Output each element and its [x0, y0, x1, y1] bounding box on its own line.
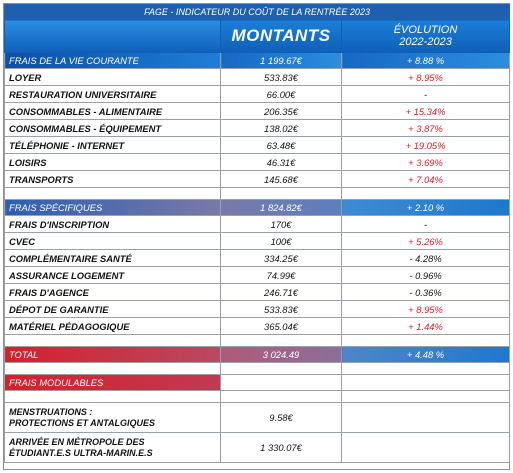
total-amount: 3 024.49: [221, 347, 342, 363]
section-modulables: [5, 375, 510, 391]
row-label: MATÉRIEL PÉDAGOGIQUE: [5, 318, 221, 335]
section-label: FRAIS MODULABLES: [5, 375, 221, 391]
row-evolution: + 8.95%: [342, 69, 510, 86]
row-label: [5, 403, 221, 433]
row-amount: 9.58€: [221, 403, 342, 433]
cost-indicator-sheet: [3, 3, 510, 470]
section-total: 1 824.82€: [221, 200, 342, 216]
table-row: [5, 267, 510, 284]
row-amount: 100€: [221, 233, 342, 250]
spacer-row: [5, 188, 510, 200]
table-row: [5, 103, 510, 120]
row-label: TRANSPORTS: [5, 171, 221, 188]
table-row: [5, 403, 510, 433]
spacer-row: [5, 391, 510, 403]
row-label-line1: ARRIVÉE EN MÉTROPOLE DES: [9, 436, 145, 447]
row-amount: 138.02€: [221, 120, 342, 137]
table-row: [5, 250, 510, 267]
table-row: [5, 433, 510, 463]
row-label: CONSOMMABLES - ÉQUIPEMENT: [5, 120, 221, 137]
row-evolution: + 3.69%: [342, 154, 510, 171]
row-label: TÉLÉPHONIE - INTERNET: [5, 137, 221, 154]
row-evolution: + 19.05%: [342, 137, 510, 154]
section-total: 1 199.67€: [221, 53, 342, 69]
row-label: CVEC: [5, 233, 221, 250]
row-evolution: + 5.26%: [342, 233, 510, 250]
total-label: TOTAL: [5, 347, 221, 363]
row-amount: 334.25€: [221, 250, 342, 267]
row-label: LOYER: [5, 69, 221, 86]
table-row: [5, 86, 510, 103]
row-evolution: -: [342, 216, 510, 233]
row-amount: 533.83€: [221, 301, 342, 318]
row-evolution: [342, 433, 510, 463]
header-evolution-line1: ÉVOLUTION: [393, 24, 458, 36]
table-row: [5, 137, 510, 154]
table-row: [5, 69, 510, 86]
row-amount: 63.48€: [221, 137, 342, 154]
total-evolution: + 4.48 %: [342, 347, 510, 363]
row-evolution: + 15.34%: [342, 103, 510, 120]
row-amount: 365.04€: [221, 318, 342, 335]
spacer-row: [5, 363, 510, 375]
header-montants: MONTANTS: [221, 20, 342, 53]
table-title-row: [5, 5, 510, 20]
row-amount: 66.00€: [221, 86, 342, 103]
row-label: COMPLÉMENTAIRE SANTÉ: [5, 250, 221, 267]
row-evolution: + 3.87%: [342, 120, 510, 137]
row-label: ASSURANCE LOGEMENT: [5, 267, 221, 284]
table-row: [5, 154, 510, 171]
cost-table: [4, 4, 510, 463]
row-amount: 533.83€: [221, 69, 342, 86]
row-amount: 74.99€: [221, 267, 342, 284]
row-amount: 1 330.07€: [221, 433, 342, 463]
table-title: FAGE - INDICATEUR DU COÛT DE LA RENTRÉE 2023: [5, 5, 510, 20]
row-label: [5, 433, 221, 463]
row-amount: 170€: [221, 216, 342, 233]
table-row: [5, 284, 510, 301]
row-label: CONSOMMABLES - ALIMENTAIRE: [5, 103, 221, 120]
table-row: [5, 233, 510, 250]
table-row: [5, 216, 510, 233]
column-header-row: [5, 20, 510, 53]
header-evolution: [342, 20, 510, 53]
row-label-line2: PROTECTIONS ET ANTALGIQUES: [9, 417, 156, 428]
row-label: FRAIS D'AGENCE: [5, 284, 221, 301]
row-label: LOISIRS: [5, 154, 221, 171]
total-row: [5, 347, 510, 363]
section-specifiques: [5, 200, 510, 216]
row-evolution: [342, 403, 510, 433]
section-label: FRAIS DE LA VIE COURANTE: [5, 53, 221, 69]
row-evolution: + 8.95%: [342, 301, 510, 318]
row-label: DÉPOT DE GARANTIE: [5, 301, 221, 318]
row-label: RESTAURATION UNIVERSITAIRE: [5, 86, 221, 103]
section-vie-courante: [5, 53, 510, 69]
table-row: [5, 318, 510, 335]
header-blank-cell: [5, 20, 221, 53]
section-evolution: + 2.10 %: [342, 200, 510, 216]
row-evolution: -: [342, 86, 510, 103]
row-evolution: - 0.96%: [342, 267, 510, 284]
row-label-line2: ÉTUDIANT.E.S ULTRA-MARIN.E.S: [9, 447, 153, 458]
section-label: FRAIS SPÉCIFIQUES: [5, 200, 221, 216]
row-amount: 145.68€: [221, 171, 342, 188]
table-row: [5, 171, 510, 188]
row-evolution: - 4.28%: [342, 250, 510, 267]
row-amount: 206.35€: [221, 103, 342, 120]
row-evolution: - 0.36%: [342, 284, 510, 301]
row-amount: 46.31€: [221, 154, 342, 171]
table-row: [5, 120, 510, 137]
section-evolution: + 8.88 %: [342, 53, 510, 69]
row-evolution: + 1.44%: [342, 318, 510, 335]
row-amount: 246.71€: [221, 284, 342, 301]
table-row: [5, 301, 510, 318]
row-label-line1: MENSTRUATIONS :: [9, 406, 93, 417]
spacer-row: [5, 335, 510, 347]
row-evolution: + 7.04%: [342, 171, 510, 188]
row-label: FRAIS D'INSCRIPTION: [5, 216, 221, 233]
header-evolution-line2: 2022-2023: [399, 36, 452, 48]
